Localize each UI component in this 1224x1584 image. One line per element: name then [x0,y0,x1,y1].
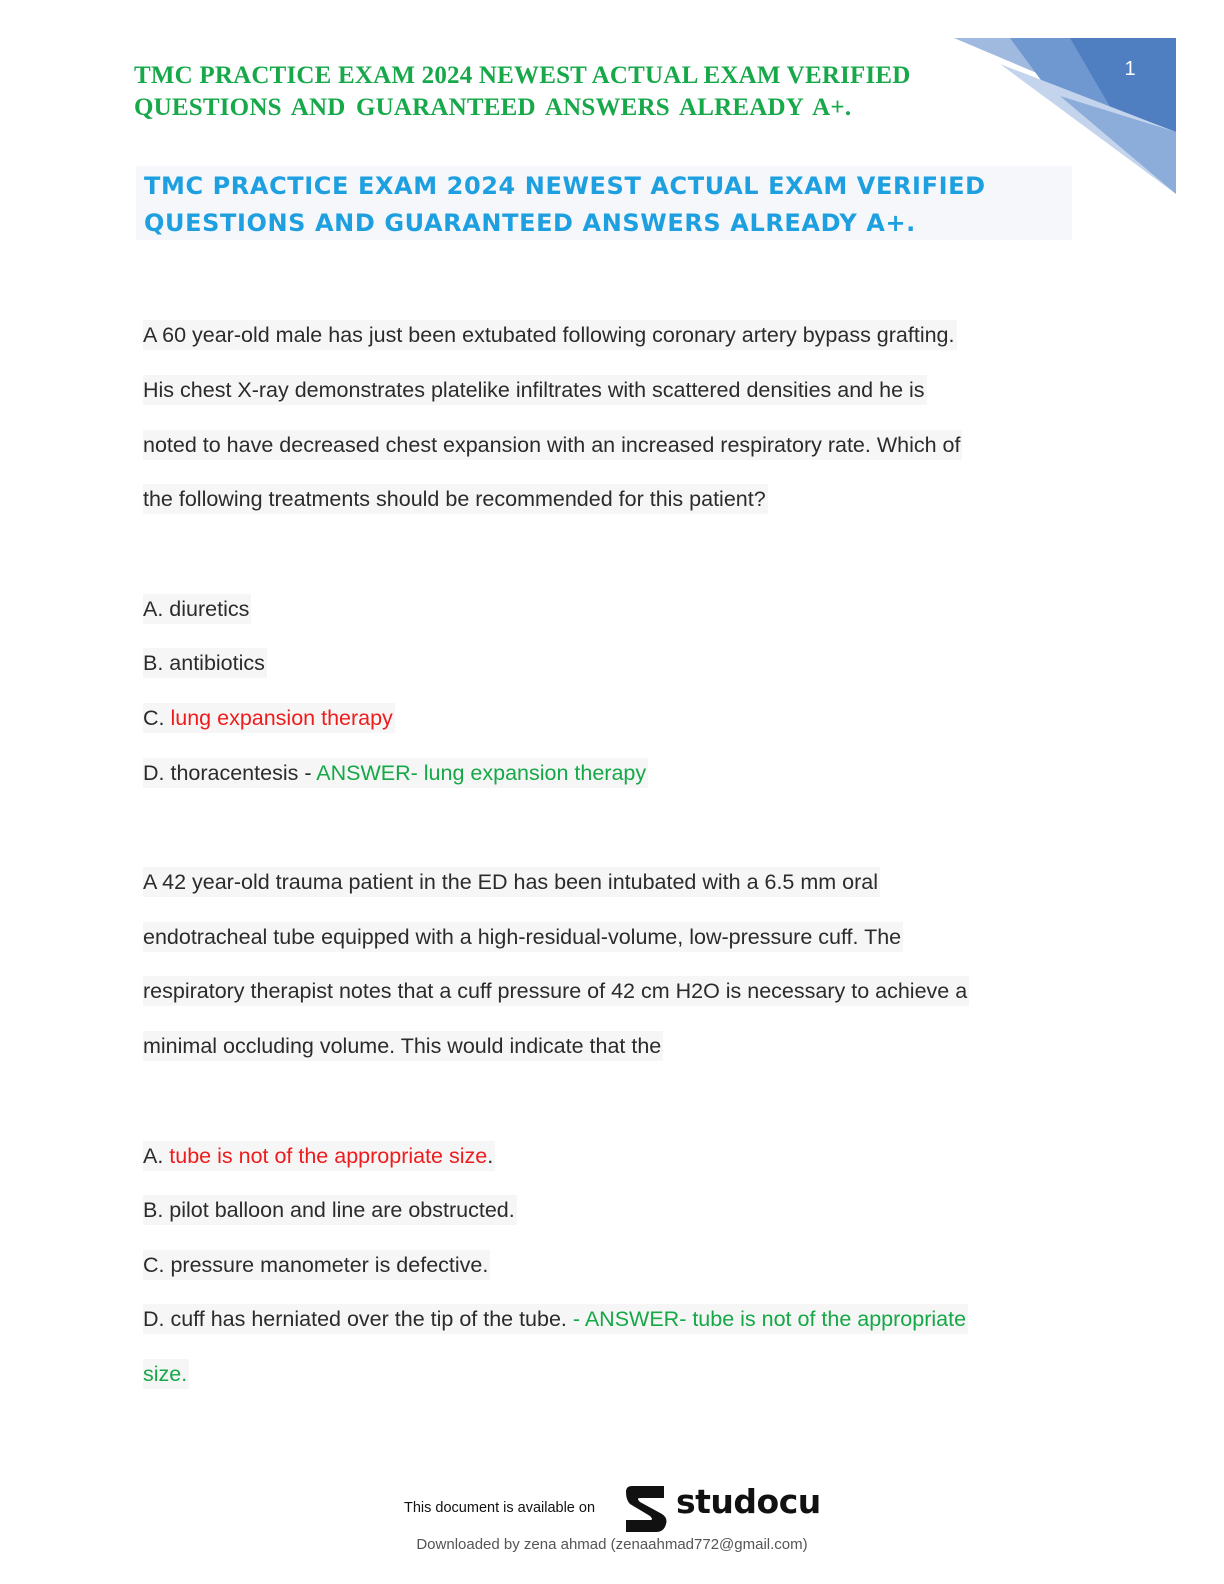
q2-stem-line3: respiratory therapist notes that a cuff pressure of 42 cm H2O is necessary to achieve a [143,976,969,1006]
q2-stem-line4: minimal occluding volume. This would indicate that the [143,1031,663,1061]
q2-option-b: B. pilot balloon and line are obstructed. [143,1195,517,1225]
header-title-line1: TMC PRACTICE EXAM 2024 NEWEST ACTUAL EXAM VERIFIED [134,62,911,89]
header-title [134,60,994,124]
footer-available-text: This document is available on [404,1500,596,1516]
q1-option-a: A. diuretics [143,594,251,624]
q1-answer: ANSWER- lung expansion therapy [316,761,647,785]
q1-option-c [143,703,395,733]
page-number: 1 [1124,58,1136,80]
q1-stem-line3: noted to have decreased chest expansion with an increased respiratory rate. Which of [143,430,962,460]
q1-stem-line2: His chest X-ray demonstrates platelike infiltrates with scattered densities and he is [143,375,927,405]
studocu-logo-icon[interactable] [620,1484,672,1534]
q2-stem-line2: endotracheal tube equipped with a high-residual-volume, low-pressure cuff. The [143,922,903,952]
downloaded-by-text: Downloaded by zena ahmad (zenaahmad772@gmail.com) [416,1536,808,1553]
q2-option-d [143,1304,968,1334]
q2-option-a-prefix: A. [143,1144,170,1168]
q1-stem-line4: the following treatments should be recommended for this patient? [143,484,768,514]
q1-option-b: B. antibiotics [143,648,267,678]
q1-option-c-prefix: C. [143,706,171,730]
studocu-brand[interactable]: studocu [676,1482,821,1521]
q1-option-d-text: D. thoracentesis - [143,761,317,785]
q2-option-a-suffix: . [487,1144,494,1168]
banner-title [144,168,1064,242]
q2-answer-line2: size. [143,1359,189,1389]
header-title-line2: QUESTIONS AND GUARANTEED ANSWERS ALREADY A+. [134,94,852,121]
q1-option-d [143,758,648,788]
q2-answer-line1: - ANSWER- tube is not of the appropriate [566,1307,967,1331]
q2-stem-line1: A 42 year-old trauma patient in the ED has been intubated with a 6.5 mm oral [143,867,880,897]
q1-stem-line1: A 60 year-old male has just been extubated following coronary artery bypass grafting. [143,320,957,350]
q2-option-d-text: D. cuff has herniated over the tip of the tube. [143,1307,567,1331]
banner-title-line1: TMC PRACTICE EXAM 2024 NEWEST ACTUAL EXAM VERIFIED [144,172,986,200]
q2-option-c: C. pressure manometer is defective. [143,1250,490,1280]
q2-option-a-text: tube is not of the appropriate size [169,1144,488,1168]
banner-title-line2: QUESTIONS AND GUARANTEED ANSWERS ALREADY A+. [144,209,916,237]
q1-option-c-text: lung expansion therapy [170,706,393,730]
q2-option-a [143,1141,495,1171]
